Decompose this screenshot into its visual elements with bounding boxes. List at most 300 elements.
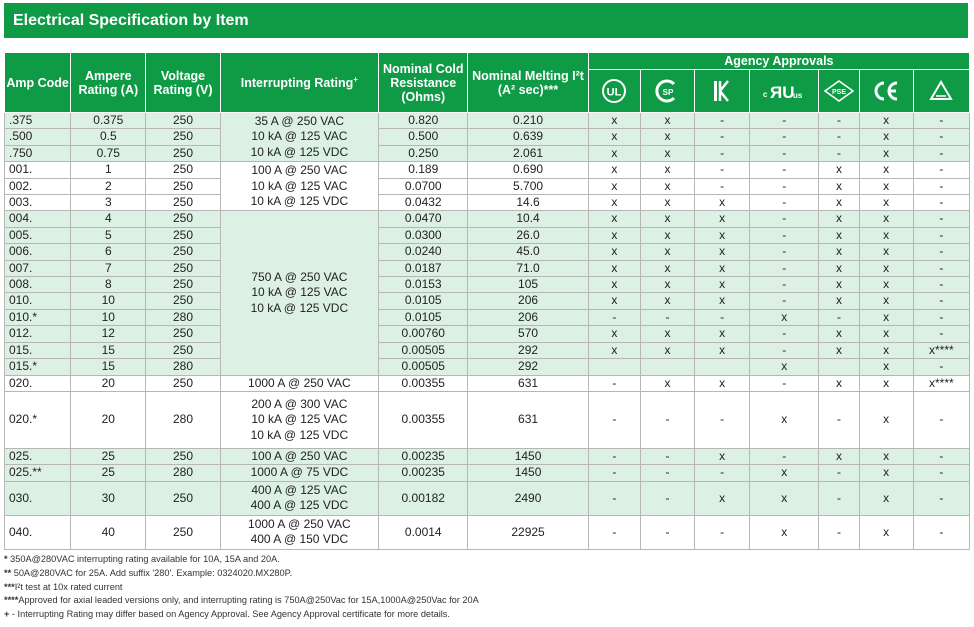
cell-voltage-rating: 250 — [146, 129, 220, 145]
cell-agency-cul-us: - — [750, 326, 819, 342]
table-row — [5, 178, 970, 194]
table-row — [5, 515, 970, 549]
cell-agency-metro-k: - — [695, 113, 750, 129]
cell-agency-cul-us: - — [750, 145, 819, 161]
table-row — [5, 375, 970, 391]
cell-nominal-melting: 22925 — [468, 515, 588, 549]
cell-agency-cul-us: - — [750, 178, 819, 194]
cell-agency-metro-k: - — [695, 145, 750, 161]
cell-ampere-rating: 25 — [71, 448, 146, 464]
cell-interrupting-rating — [220, 515, 378, 549]
cell-cold-resistance: 0.0014 — [379, 515, 468, 549]
svg-text:c: c — [763, 90, 768, 99]
cell-voltage-rating: 250 — [146, 211, 220, 227]
table-row — [5, 260, 970, 276]
cell-agency-csa: - — [640, 481, 694, 515]
cell-agency-ce: x — [859, 145, 913, 161]
cell-cold-resistance: 0.189 — [379, 162, 468, 178]
cul-us-icon — [750, 70, 819, 113]
cell-agency-metro-k: - — [695, 515, 750, 549]
cell-agency-ce: x — [859, 481, 913, 515]
cell-voltage-rating: 250 — [146, 515, 220, 549]
cell-nominal-melting: 292 — [468, 342, 588, 358]
interrupting-line: 10 kA @ 125 VAC — [251, 412, 348, 427]
cell-nominal-melting: 631 — [468, 375, 588, 391]
cell-amp-code: .375 — [5, 113, 71, 129]
cell-agency-ccc-triangle: - — [913, 359, 969, 375]
cell-interrupting-rating — [220, 162, 378, 211]
cell-agency-pse: - — [819, 309, 859, 325]
table-row — [5, 448, 970, 464]
cell-agency-cul-us: - — [750, 277, 819, 293]
table-row — [5, 162, 970, 178]
cell-amp-code: 040. — [5, 515, 71, 549]
cell-agency-csa: x — [640, 227, 694, 243]
page-title: Electrical Specification by Item — [4, 3, 968, 38]
cell-interrupting-rating — [220, 375, 378, 391]
cell-agency-metro-k: x — [695, 342, 750, 358]
cell-agency-ul: x — [588, 326, 640, 342]
interrupting-line: 10 kA @ 125 VDC — [250, 427, 349, 442]
cell-amp-code: 015.* — [5, 359, 71, 375]
cell-agency-pse: x — [819, 448, 859, 464]
cell-voltage-rating: 280 — [146, 465, 220, 481]
footnote-mark: ** — [4, 567, 12, 578]
cell-agency-ccc-triangle: - — [913, 162, 969, 178]
table-row — [5, 326, 970, 342]
cell-voltage-rating: 250 — [146, 448, 220, 464]
cell-agency-ccc-triangle: - — [913, 195, 969, 211]
cell-agency-pse: - — [819, 145, 859, 161]
cell-agency-ccc-triangle: - — [913, 481, 969, 515]
cell-agency-ul: - — [588, 448, 640, 464]
cell-agency-csa: - — [640, 465, 694, 481]
cell-agency-ce: x — [859, 277, 913, 293]
cell-voltage-rating: 280 — [146, 309, 220, 325]
cell-ampere-rating: 1 — [71, 162, 146, 178]
cell-cold-resistance: 0.00355 — [379, 375, 468, 391]
cell-agency-ccc-triangle: - — [913, 260, 969, 276]
table-row — [5, 211, 970, 227]
cell-agency-pse: - — [819, 129, 859, 145]
footnote — [4, 594, 479, 608]
cell-cold-resistance: 0.00235 — [379, 465, 468, 481]
cell-agency-ccc-triangle: - — [913, 293, 969, 309]
cell-voltage-rating: 250 — [146, 293, 220, 309]
footnotes — [4, 553, 479, 622]
cell-agency-csa: x — [640, 342, 694, 358]
table-row — [5, 359, 970, 375]
cell-agency-ccc-triangle: - — [913, 465, 969, 481]
interrupting-line: 1000 A @ 250 VAC — [248, 516, 351, 531]
cell-ampere-rating: 4 — [71, 211, 146, 227]
cell-agency-cul-us: x — [750, 359, 819, 375]
cell-agency-ccc-triangle: - — [913, 145, 969, 161]
cell-nominal-melting: 14.6 — [468, 195, 588, 211]
cell-interrupting-rating — [220, 113, 378, 162]
header-voltage-rating: Voltage Rating (V) — [146, 53, 220, 113]
cell-cold-resistance: 0.0470 — [379, 211, 468, 227]
cell-agency-csa: x — [640, 326, 694, 342]
cell-agency-ul: - — [588, 375, 640, 391]
interrupting-line: 1000 A @ 75 VDC — [250, 465, 349, 480]
cell-agency-ul: x — [588, 113, 640, 129]
cell-amp-code: .500 — [5, 129, 71, 145]
cell-agency-csa: - — [640, 309, 694, 325]
cell-agency-csa: x — [640, 178, 694, 194]
cell-agency-metro-k: x — [695, 227, 750, 243]
cell-nominal-melting: 2490 — [468, 481, 588, 515]
cell-agency-csa: x — [640, 162, 694, 178]
cell-agency-ul: x — [588, 129, 640, 145]
cell-cold-resistance: 0.00505 — [379, 359, 468, 375]
cell-agency-pse: x — [819, 342, 859, 358]
footnote-mark: * — [4, 554, 8, 564]
cell-agency-cul-us: - — [750, 342, 819, 358]
interrupting-line: 1000 A @ 250 VAC — [248, 375, 351, 390]
cell-agency-ul: - — [588, 465, 640, 481]
svg-text:UL: UL — [606, 86, 622, 99]
cell-agency-pse: x — [819, 293, 859, 309]
svg-text:SP: SP — [663, 88, 674, 97]
cell-cold-resistance: 0.0432 — [379, 195, 468, 211]
cell-nominal-melting: 5.700 — [468, 178, 588, 194]
cell-ampere-rating: 2 — [71, 178, 146, 194]
header-nominal-cold-resistance: Nominal Cold Resistance (Ohms) — [379, 53, 468, 113]
cell-voltage-rating: 250 — [146, 260, 220, 276]
cell-cold-resistance: 0.00235 — [379, 448, 468, 464]
cell-agency-pse: - — [819, 481, 859, 515]
interrupting-line: 400 A @ 150 VDC — [250, 532, 349, 547]
interrupting-line: 35 A @ 250 VAC — [254, 114, 345, 128]
cell-nominal-melting: 206 — [468, 293, 588, 309]
cell-agency-cul-us: - — [750, 162, 819, 178]
cell-cold-resistance: 0.500 — [379, 129, 468, 145]
cell-voltage-rating: 250 — [146, 195, 220, 211]
cell-ampere-rating: 6 — [71, 244, 146, 260]
cell-agency-ccc-triangle: - — [913, 113, 969, 129]
cell-nominal-melting: 1450 — [468, 448, 588, 464]
ce-icon — [859, 70, 913, 113]
cell-ampere-rating: 25 — [71, 465, 146, 481]
cell-amp-code: 002. — [5, 178, 71, 194]
cell-agency-pse: x — [819, 211, 859, 227]
table-row — [5, 342, 970, 358]
header-nominal-melting: Nominal Melting I²t (A² sec)*** — [468, 53, 588, 113]
cell-agency-ccc-triangle: - — [913, 178, 969, 194]
table-row — [5, 293, 970, 309]
cell-nominal-melting: 631 — [468, 391, 588, 448]
cell-agency-ccc-triangle: - — [913, 277, 969, 293]
table-row — [5, 227, 970, 243]
cell-ampere-rating: 40 — [71, 515, 146, 549]
cell-agency-ccc-triangle: - — [913, 244, 969, 260]
cell-agency-metro-k: - — [695, 391, 750, 448]
cell-nominal-melting: 292 — [468, 359, 588, 375]
cell-agency-pse: x — [819, 260, 859, 276]
cell-agency-ccc-triangle: - — [913, 309, 969, 325]
metro-k-icon — [695, 70, 750, 113]
cell-agency-pse: - — [819, 391, 859, 448]
cell-nominal-melting: 10.4 — [468, 211, 588, 227]
cell-ampere-rating: 0.75 — [71, 145, 146, 161]
interrupting-line: 400 A @ 125 VDC — [250, 498, 349, 513]
cell-agency-metro-k: x — [695, 277, 750, 293]
footnote-text: 350A@280VAC interrupting rating available for 10A, 15A and 20A. — [7, 554, 280, 564]
cell-voltage-rating: 280 — [146, 391, 220, 448]
cell-agency-csa: x — [640, 244, 694, 260]
footnote — [4, 581, 479, 595]
footnote-text: I²t test at 10x rated current — [14, 581, 123, 592]
cell-ampere-rating: 30 — [71, 481, 146, 515]
cell-interrupting-rating — [220, 448, 378, 464]
cell-agency-ccc-triangle: - — [913, 326, 969, 342]
table-row — [5, 129, 970, 145]
cell-cold-resistance: 0.00760 — [379, 326, 468, 342]
cell-voltage-rating: 250 — [146, 277, 220, 293]
cell-nominal-melting: 2.061 — [468, 145, 588, 161]
cell-agency-cul-us: - — [750, 129, 819, 145]
cell-agency-ccc-triangle: - — [913, 391, 969, 448]
footnote — [4, 553, 479, 567]
footnote-mark: **** — [4, 595, 19, 606]
interrupting-line: 10 kA @ 125 VDC — [250, 300, 349, 315]
cell-cold-resistance: 0.00355 — [379, 391, 468, 448]
cell-ampere-rating: 15 — [71, 342, 146, 358]
cell-agency-pse: x — [819, 178, 859, 194]
cell-amp-code: 010. — [5, 293, 71, 309]
cell-interrupting-rating — [220, 391, 378, 448]
cell-agency-metro-k: x — [695, 211, 750, 227]
cell-agency-pse: x — [819, 277, 859, 293]
cell-ampere-rating: 20 — [71, 375, 146, 391]
interrupting-line: 400 A @ 125 VAC — [251, 482, 348, 497]
cell-agency-cul-us: - — [750, 211, 819, 227]
pse-icon — [819, 70, 859, 113]
cell-amp-code: 020.* — [5, 391, 71, 448]
cell-agency-ul: x — [588, 178, 640, 194]
cell-nominal-melting: 0.690 — [468, 162, 588, 178]
cell-agency-ce: x — [859, 326, 913, 342]
cell-amp-code: 025.** — [5, 465, 71, 481]
cell-agency-csa: - — [640, 515, 694, 549]
footnote — [4, 608, 479, 622]
cell-agency-pse: - — [819, 465, 859, 481]
cell-voltage-rating: 250 — [146, 178, 220, 194]
cell-amp-code: 003. — [5, 195, 71, 211]
cell-agency-pse: x — [819, 375, 859, 391]
cell-agency-metro-k: x — [695, 326, 750, 342]
cell-agency-ul: x — [588, 260, 640, 276]
cell-ampere-rating: 10 — [71, 309, 146, 325]
interrupting-line: 10 kA @ 125 VDC — [250, 144, 349, 159]
cell-agency-ul: - — [588, 391, 640, 448]
cell-agency-csa: - — [640, 448, 694, 464]
cell-agency-cul-us: - — [750, 293, 819, 309]
interrupting-line: 200 A @ 300 VAC — [251, 396, 348, 411]
table-row — [5, 244, 970, 260]
header-interrupting-mark: + — [353, 74, 358, 84]
cell-amp-code: 025. — [5, 448, 71, 464]
cell-nominal-melting: 0.639 — [468, 129, 588, 145]
cell-agency-metro-k: - — [695, 465, 750, 481]
cell-agency-ce: x — [859, 515, 913, 549]
cell-ampere-rating: 15 — [71, 359, 146, 375]
cell-agency-ce: x — [859, 448, 913, 464]
cell-agency-metro-k: x — [695, 375, 750, 391]
ul-icon — [588, 70, 640, 113]
cell-agency-csa — [640, 359, 694, 375]
table-row — [5, 145, 970, 161]
cell-agency-metro-k: x — [695, 195, 750, 211]
cell-agency-metro-k — [695, 359, 750, 375]
cell-amp-code: 005. — [5, 227, 71, 243]
cell-agency-cul-us: - — [750, 195, 819, 211]
header-ampere-rating: Ampere Rating (A) — [71, 53, 146, 113]
cell-agency-metro-k: x — [695, 293, 750, 309]
cell-agency-ccc-triangle: x**** — [913, 375, 969, 391]
cell-agency-metro-k: - — [695, 309, 750, 325]
cell-voltage-rating: 250 — [146, 244, 220, 260]
table-row — [5, 277, 970, 293]
cell-agency-cul-us: - — [750, 227, 819, 243]
header-agency-approvals: Agency Approvals — [588, 53, 969, 70]
cell-agency-csa: x — [640, 129, 694, 145]
interrupting-line: 10 kA @ 125 VAC — [251, 178, 348, 193]
cell-agency-metro-k: x — [695, 448, 750, 464]
cell-agency-ce: x — [859, 178, 913, 194]
cell-cold-resistance: 0.0700 — [379, 178, 468, 194]
cell-ampere-rating: 7 — [71, 260, 146, 276]
cell-nominal-melting: 0.210 — [468, 113, 588, 129]
cell-nominal-melting: 1450 — [468, 465, 588, 481]
cell-agency-cul-us: - — [750, 448, 819, 464]
table-row — [5, 481, 970, 515]
cell-agency-ce: x — [859, 391, 913, 448]
cell-agency-ul: - — [588, 309, 640, 325]
cell-amp-code: 030. — [5, 481, 71, 515]
cell-agency-csa: x — [640, 113, 694, 129]
cell-agency-ccc-triangle: - — [913, 227, 969, 243]
footnote-text: - Interrupting Rating may differ based on Agency Approval. See Agency Approval certificate for more details. — [9, 609, 450, 620]
footnote — [4, 567, 479, 581]
footnote-text: Approved for axial leaded versions only, and interrupting rating is 750A@250Vac for 15A,1000A@250Vac for 20A — [18, 595, 479, 606]
cell-agency-ce: x — [859, 113, 913, 129]
cell-agency-pse: x — [819, 227, 859, 243]
cell-agency-ul: - — [588, 481, 640, 515]
cell-agency-ccc-triangle: x**** — [913, 342, 969, 358]
cell-amp-code: 020. — [5, 375, 71, 391]
cell-agency-ul: x — [588, 293, 640, 309]
interrupting-line: 10 kA @ 125 VAC — [251, 129, 348, 144]
cell-agency-ce: x — [859, 211, 913, 227]
cell-agency-cul-us: - — [750, 260, 819, 276]
cell-agency-cul-us: x — [750, 481, 819, 515]
svg-text:PSE: PSE — [831, 89, 846, 96]
cell-agency-ul: x — [588, 162, 640, 178]
cell-cold-resistance: 0.0153 — [379, 277, 468, 293]
cell-agency-ccc-triangle: - — [913, 211, 969, 227]
cell-voltage-rating: 250 — [146, 145, 220, 161]
cell-voltage-rating: 250 — [146, 113, 220, 129]
cell-cold-resistance: 0.0300 — [379, 227, 468, 243]
cell-agency-ce: x — [859, 375, 913, 391]
csa-icon — [640, 70, 694, 113]
cell-agency-ul: x — [588, 277, 640, 293]
svg-text:ЯU: ЯU — [770, 83, 795, 102]
cell-agency-ce: x — [859, 260, 913, 276]
cell-agency-ce: x — [859, 342, 913, 358]
cell-agency-ce: x — [859, 227, 913, 243]
cell-cold-resistance: 0.0105 — [379, 309, 468, 325]
header-amp-code: Amp Code — [5, 53, 71, 113]
cell-agency-csa: x — [640, 375, 694, 391]
cell-agency-cul-us: - — [750, 375, 819, 391]
cell-amp-code: 004. — [5, 211, 71, 227]
cell-agency-cul-us: x — [750, 465, 819, 481]
footnote-text: 50A@280VAC for 25A. Add suffix '280'. Example: 0324020.MX280P. — [11, 567, 293, 578]
cell-ampere-rating: 3 — [71, 195, 146, 211]
cell-nominal-melting: 71.0 — [468, 260, 588, 276]
interrupting-line: 10 kA @ 125 VDC — [250, 194, 349, 209]
cell-agency-pse: x — [819, 326, 859, 342]
cell-agency-csa: x — [640, 195, 694, 211]
table-row — [5, 113, 970, 129]
cell-voltage-rating: 250 — [146, 326, 220, 342]
cell-amp-code: 012. — [5, 326, 71, 342]
cell-agency-cul-us: - — [750, 113, 819, 129]
cell-agency-pse — [819, 359, 859, 375]
footnote-mark: *** — [4, 581, 15, 592]
cell-agency-pse: x — [819, 195, 859, 211]
footnote-mark: + — [4, 609, 10, 620]
cell-agency-metro-k: x — [695, 260, 750, 276]
cell-interrupting-rating — [220, 465, 378, 481]
cell-nominal-melting: 206 — [468, 309, 588, 325]
cell-agency-pse: x — [819, 244, 859, 260]
cell-cold-resistance: 0.250 — [379, 145, 468, 161]
cell-ampere-rating: 0.375 — [71, 113, 146, 129]
cell-agency-ul: x — [588, 342, 640, 358]
cell-cold-resistance: 0.00182 — [379, 481, 468, 515]
cell-agency-metro-k: x — [695, 244, 750, 260]
cell-ampere-rating: 5 — [71, 227, 146, 243]
cell-agency-ce: x — [859, 129, 913, 145]
cell-voltage-rating: 250 — [146, 342, 220, 358]
cell-agency-pse: x — [819, 162, 859, 178]
header-interrupting-label: Interrupting Rating — [240, 75, 354, 90]
cell-agency-ccc-triangle: - — [913, 129, 969, 145]
cell-amp-code: 010.* — [5, 309, 71, 325]
cell-cold-resistance: 0.0187 — [379, 260, 468, 276]
interrupting-line: 750 A @ 250 VAC — [251, 269, 348, 284]
table-row — [5, 391, 970, 448]
cell-agency-csa: x — [640, 211, 694, 227]
cell-agency-pse: - — [819, 113, 859, 129]
cell-ampere-rating: 12 — [71, 326, 146, 342]
ccc-triangle-icon — [913, 70, 969, 113]
cell-agency-ul: x — [588, 227, 640, 243]
cell-agency-metro-k: - — [695, 178, 750, 194]
cell-agency-ce: x — [859, 293, 913, 309]
table-row — [5, 195, 970, 211]
cell-voltage-rating: 250 — [146, 162, 220, 178]
cell-ampere-rating: 8 — [71, 277, 146, 293]
cell-voltage-rating: 280 — [146, 359, 220, 375]
cell-agency-ul: x — [588, 244, 640, 260]
cell-agency-ul: x — [588, 195, 640, 211]
cell-agency-cul-us: - — [750, 244, 819, 260]
